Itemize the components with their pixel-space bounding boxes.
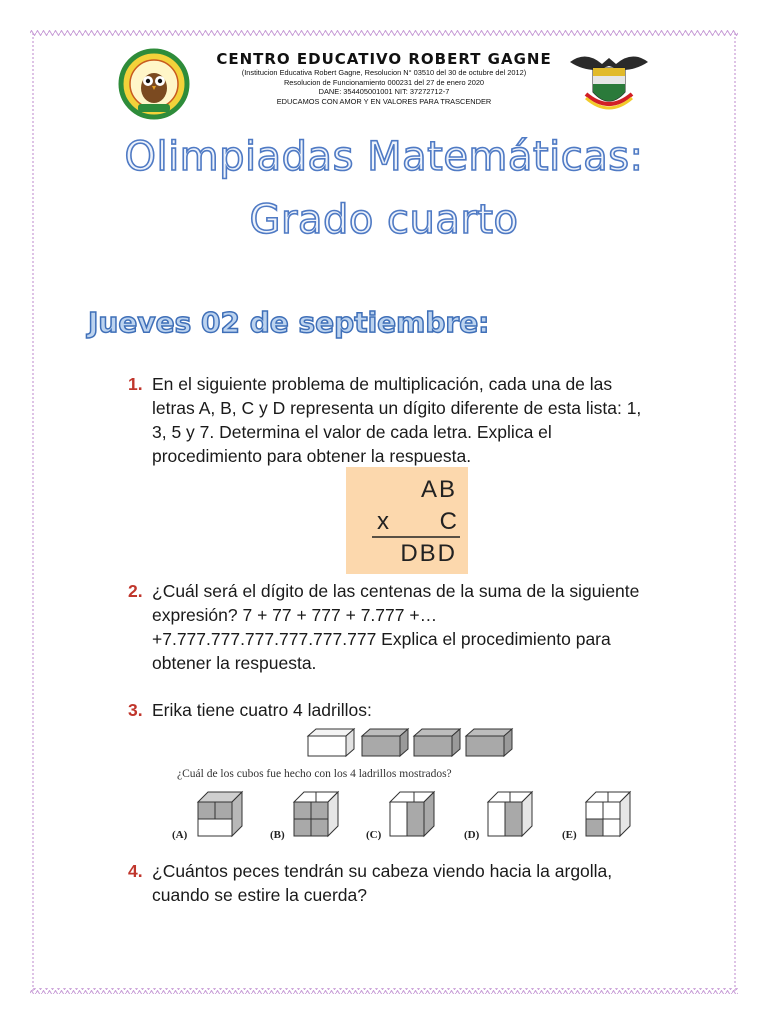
option-d-label: (D)	[464, 829, 480, 841]
question-1-number: 1.	[128, 374, 143, 394]
header-operation: Resolucion de Funcionamiento 000231 del 27 de enero 2020	[283, 77, 485, 87]
mult-top: AB	[420, 476, 457, 503]
bricks-illustration	[306, 726, 516, 758]
question-3-text: Erika tiene cuatro 4 ladrillos:	[152, 700, 372, 720]
main-title-line2: Grado cuarto	[249, 197, 519, 243]
option-c	[366, 792, 434, 841]
main-title-line1: Olimpiadas Matemáticas:	[124, 134, 644, 180]
option-b	[270, 792, 338, 841]
question-2	[128, 579, 668, 675]
date-heading: Jueves 02 de septiembre:	[88, 306, 490, 339]
option-a-label: (A)	[172, 829, 188, 841]
question-2-number: 2.	[128, 581, 143, 601]
option-c-label: (C)	[366, 829, 382, 841]
mult-result: DBD	[400, 540, 457, 567]
option-d	[464, 792, 532, 841]
brick-gray-3	[466, 729, 512, 756]
option-e-label: (E)	[562, 829, 577, 841]
question-4	[128, 859, 668, 907]
multiplication-problem	[346, 467, 468, 574]
school-name: CENTRO EDUCATIVO ROBERT GAGNE	[216, 50, 552, 68]
question-4-number: 4.	[128, 861, 143, 881]
coat-of-arms-icon	[566, 48, 652, 114]
school-header	[118, 48, 650, 120]
mult-multiplier: C	[439, 508, 457, 535]
option-a	[172, 792, 242, 841]
question-3	[128, 698, 668, 722]
cube-options	[170, 786, 640, 842]
brick-gray-1	[362, 729, 408, 756]
option-e	[562, 792, 630, 841]
question-1-text: En el siguiente problema de multiplicación, cada una de las letras A, B, C y D representa un dígito diferente de esta lista: 1, 3, 5 y 7. Determina el valor de cada letra. Explica el procedimiento para obtener la respuesta.	[152, 374, 642, 466]
question-4-text: ¿Cuántos peces tendrán su cabeza viendo hacia la argolla, cuando se estire la cuerda?	[152, 861, 613, 905]
header-resolution: (Institucion Educativa Robert Gagne, Resolucion N° 03510 del 30 de octubre del 2012)	[241, 68, 527, 77]
option-b-label: (B)	[270, 829, 285, 841]
school-logo-icon	[118, 48, 190, 120]
brick-gray-2	[414, 729, 460, 756]
question-2-text: ¿Cuál será el dígito de las centenas de la suma de la siguiente expresión? 7 + 77 + 777 + 7.777 +… +7.777.777.777.777.777.777 Explica el procedimiento para obtener la respuesta.	[152, 581, 640, 673]
mult-operator: x	[377, 508, 389, 535]
header-dane: DANE: 354405001001 NIT: 37272712-7	[318, 87, 450, 96]
question-1	[128, 372, 668, 468]
brick-white	[308, 729, 354, 756]
cubes-question: ¿Cuál de los cubos fue hecho con los 4 ladrillos mostrados?	[177, 768, 452, 780]
header-text	[198, 50, 570, 106]
header-motto: EDUCAMOS CON AMOR Y EN VALORES PARA TRASCENDER	[276, 96, 492, 106]
question-3-number: 3.	[128, 700, 143, 720]
